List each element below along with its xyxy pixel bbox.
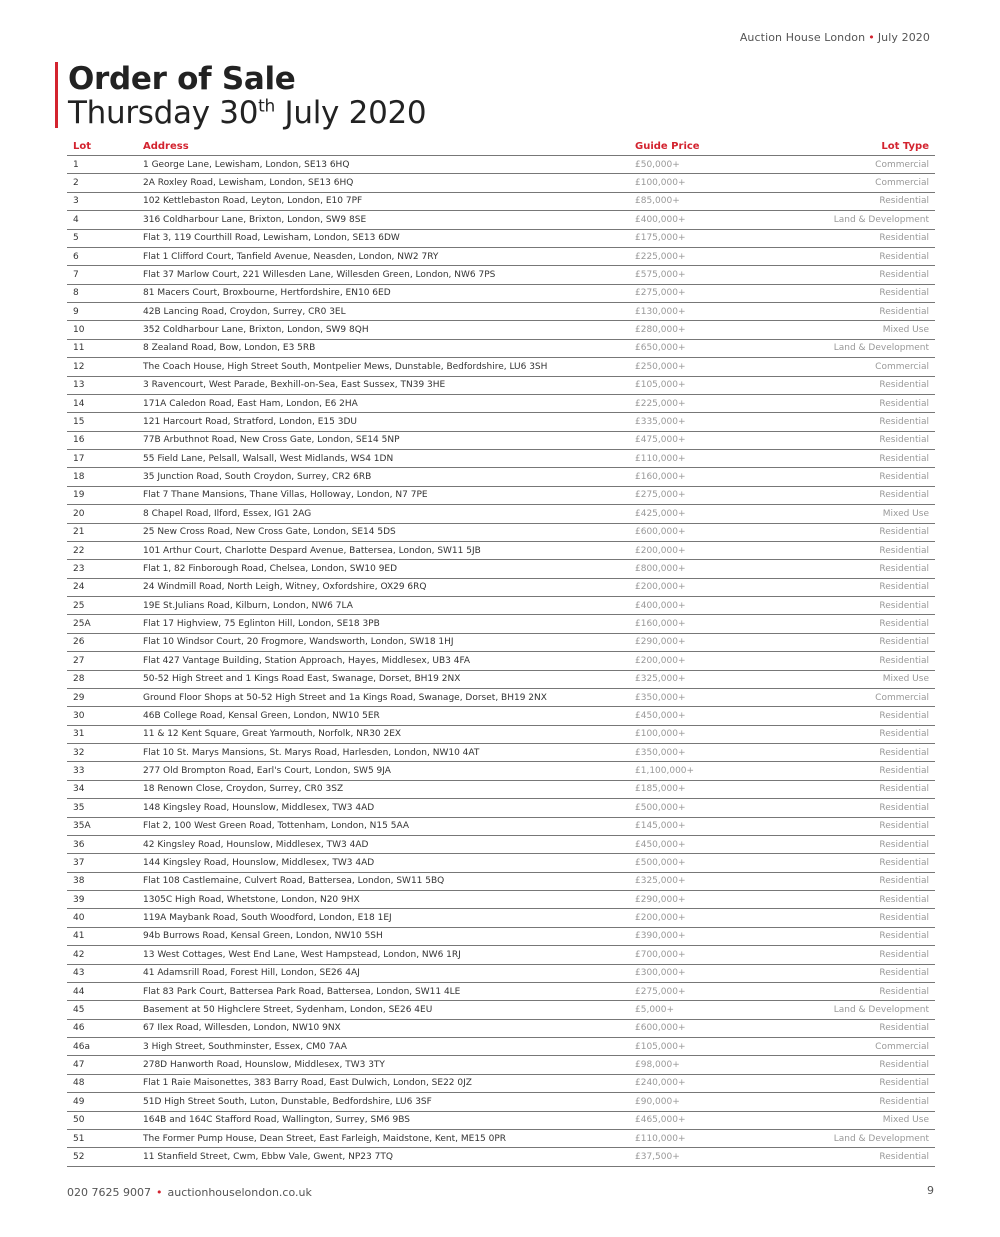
address-cell: 278D Hanworth Road, Hounslow, Middlesex, TW3 3TY	[137, 1056, 629, 1074]
lot-cell: 36	[67, 835, 137, 853]
address-cell: 148 Kingsley Road, Hounslow, Middlesex, TW3 4AD	[137, 799, 629, 817]
table-row	[67, 376, 935, 394]
lot-type-cell: Mixed Use	[753, 670, 935, 688]
guide-price-cell: £85,000+	[629, 192, 753, 210]
guide-price-cell: £105,000+	[629, 376, 753, 394]
address-cell: 164B and 164C Stafford Road, Wallington, Surrey, SM6 9BS	[137, 1111, 629, 1129]
address-cell: Flat 1, 82 Finborough Road, Chelsea, London, SW10 9ED	[137, 560, 629, 578]
lot-cell: 14	[67, 394, 137, 412]
lot-cell: 5	[67, 229, 137, 247]
table-row	[67, 762, 935, 780]
table-row	[67, 688, 935, 706]
guide-price-cell: £90,000+	[629, 1093, 753, 1111]
table-row	[67, 578, 935, 596]
column-header-lot-type: Lot Type	[753, 138, 935, 156]
lot-type-cell: Residential	[753, 486, 935, 504]
guide-price-cell: £335,000+	[629, 413, 753, 431]
table-row	[67, 339, 935, 357]
guide-price-cell: £400,000+	[629, 211, 753, 229]
address-cell: 1305C High Road, Whetstone, London, N20 9HX	[137, 891, 629, 909]
address-cell: Flat 1 Raie Maisonettes, 383 Barry Road, East Dulwich, London, SE22 0JZ	[137, 1074, 629, 1092]
lot-cell: 3	[67, 192, 137, 210]
lot-cell: 12	[67, 358, 137, 376]
footer-phone: 020 7625 9007	[67, 1186, 151, 1199]
address-cell: 101 Arthur Court, Charlotte Despard Avenue, Battersea, London, SW11 5JB	[137, 541, 629, 559]
lot-type-cell: Residential	[753, 431, 935, 449]
footer-website: auctionhouselondon.co.uk	[167, 1186, 312, 1199]
table-row	[67, 358, 935, 376]
table-row	[67, 560, 935, 578]
lot-type-cell: Residential	[753, 229, 935, 247]
guide-price-cell: £240,000+	[629, 1074, 753, 1092]
address-cell: The Former Pump House, Dean Street, East Farleigh, Maidstone, Kent, ME15 0PR	[137, 1129, 629, 1147]
table-row	[67, 1093, 935, 1111]
table-row	[67, 1074, 935, 1092]
title-block	[55, 61, 427, 131]
guide-price-cell: £37,500+	[629, 1148, 753, 1166]
table-row	[67, 174, 935, 192]
lot-type-cell: Residential	[753, 946, 935, 964]
address-cell: 55 Field Lane, Pelsall, Walsall, West Midlands, WS4 1DN	[137, 450, 629, 468]
column-header-guide-price: Guide Price	[629, 138, 753, 156]
lot-cell: 38	[67, 872, 137, 890]
guide-price-cell: £250,000+	[629, 358, 753, 376]
table-row	[67, 321, 935, 339]
table-row	[67, 284, 935, 302]
address-cell: 277 Old Brompton Road, Earl's Court, London, SW5 9JA	[137, 762, 629, 780]
guide-price-cell: £475,000+	[629, 431, 753, 449]
table-row	[67, 450, 935, 468]
lot-cell: 18	[67, 468, 137, 486]
guide-price-cell: £160,000+	[629, 468, 753, 486]
guide-price-cell: £650,000+	[629, 339, 753, 357]
lot-type-cell: Residential	[753, 192, 935, 210]
table-row	[67, 835, 935, 853]
guide-price-cell: £600,000+	[629, 523, 753, 541]
lot-type-cell: Residential	[753, 523, 935, 541]
lot-type-cell: Residential	[753, 1093, 935, 1111]
table-row	[67, 192, 935, 210]
lot-cell: 2	[67, 174, 137, 192]
guide-price-cell: £1,100,000+	[629, 762, 753, 780]
lot-cell: 15	[67, 413, 137, 431]
lot-cell: 13	[67, 376, 137, 394]
guide-price-cell: £200,000+	[629, 578, 753, 596]
lot-cell: 9	[67, 303, 137, 321]
table-row	[67, 413, 935, 431]
table-row	[67, 1129, 935, 1147]
table-row	[67, 597, 935, 615]
lot-type-cell: Residential	[753, 560, 935, 578]
address-cell: 3 Ravencourt, West Parade, Bexhill-on-Sea, East Sussex, TN39 3HE	[137, 376, 629, 394]
guide-price-cell: £800,000+	[629, 560, 753, 578]
address-cell: 42 Kingsley Road, Hounslow, Middlesex, TW3 4AD	[137, 835, 629, 853]
address-cell: 8 Chapel Road, Ilford, Essex, IG1 2AG	[137, 505, 629, 523]
guide-price-cell: £275,000+	[629, 982, 753, 1000]
address-cell: 13 West Cottages, West End Lane, West Hampstead, London, NW6 1RJ	[137, 946, 629, 964]
footer-bullet: •	[155, 1186, 163, 1199]
lot-cell: 40	[67, 909, 137, 927]
lot-cell: 33	[67, 762, 137, 780]
address-cell: 352 Coldharbour Lane, Brixton, London, SW9 8QH	[137, 321, 629, 339]
guide-price-cell: £5,000+	[629, 1001, 753, 1019]
lot-cell: 49	[67, 1093, 137, 1111]
address-cell: Flat 10 Windsor Court, 20 Frogmore, Wandsworth, London, SW18 1HJ	[137, 633, 629, 651]
lot-type-cell: Residential	[753, 633, 935, 651]
guide-price-cell: £100,000+	[629, 725, 753, 743]
lot-type-cell: Commercial	[753, 1038, 935, 1056]
address-cell: 11 & 12 Kent Square, Great Yarmouth, Norfolk, NR30 2EX	[137, 725, 629, 743]
address-cell: 2A Roxley Road, Lewisham, London, SE13 6HQ	[137, 174, 629, 192]
guide-price-cell: £275,000+	[629, 284, 753, 302]
guide-price-cell: £100,000+	[629, 174, 753, 192]
lot-cell: 42	[67, 946, 137, 964]
guide-price-cell: £575,000+	[629, 266, 753, 284]
lot-type-cell: Residential	[753, 1148, 935, 1166]
table-row	[67, 633, 935, 651]
lot-cell: 25	[67, 597, 137, 615]
address-cell: Flat 427 Vantage Building, Station Approach, Hayes, Middlesex, UB3 4FA	[137, 652, 629, 670]
table-row	[67, 872, 935, 890]
lot-cell: 22	[67, 541, 137, 559]
lot-type-cell: Residential	[753, 872, 935, 890]
lot-cell: 46a	[67, 1038, 137, 1056]
address-cell: 18 Renown Close, Croydon, Surrey, CR0 3SZ	[137, 780, 629, 798]
lot-type-cell: Residential	[753, 266, 935, 284]
guide-price-cell: £350,000+	[629, 688, 753, 706]
table-row	[67, 615, 935, 633]
running-header	[740, 31, 930, 44]
subtitle-ordinal: th	[258, 96, 275, 117]
lot-cell: 41	[67, 927, 137, 945]
table-row	[67, 817, 935, 835]
lot-cell: 47	[67, 1056, 137, 1074]
lot-cell: 43	[67, 964, 137, 982]
table-row	[67, 1001, 935, 1019]
lot-cell: 1	[67, 156, 137, 174]
guide-price-cell: £325,000+	[629, 872, 753, 890]
lot-type-cell: Commercial	[753, 174, 935, 192]
lot-cell: 51	[67, 1129, 137, 1147]
lot-cell: 8	[67, 284, 137, 302]
lot-cell: 7	[67, 266, 137, 284]
lot-cell: 30	[67, 707, 137, 725]
guide-price-cell: £225,000+	[629, 394, 753, 412]
lot-type-cell: Residential	[753, 909, 935, 927]
table-row	[67, 229, 935, 247]
table-row	[67, 1056, 935, 1074]
table-row	[67, 1111, 935, 1129]
guide-price-cell: £400,000+	[629, 597, 753, 615]
lot-type-cell: Mixed Use	[753, 505, 935, 523]
lot-type-cell: Land & Development	[753, 211, 935, 229]
address-cell: 25 New Cross Road, New Cross Gate, London, SE14 5DS	[137, 523, 629, 541]
table-row	[67, 1019, 935, 1037]
guide-price-cell: £98,000+	[629, 1056, 753, 1074]
lot-cell: 29	[67, 688, 137, 706]
lot-cell: 16	[67, 431, 137, 449]
guide-price-cell: £290,000+	[629, 891, 753, 909]
lot-type-cell: Residential	[753, 615, 935, 633]
lot-cell: 35A	[67, 817, 137, 835]
table-row	[67, 909, 935, 927]
lot-cell: 50	[67, 1111, 137, 1129]
lot-type-cell: Land & Development	[753, 1129, 935, 1147]
table-row	[67, 964, 935, 982]
column-header-lot: Lot	[67, 138, 137, 156]
guide-price-cell: £105,000+	[629, 1038, 753, 1056]
lot-type-cell: Residential	[753, 597, 935, 615]
guide-price-cell: £425,000+	[629, 505, 753, 523]
table-row	[67, 891, 935, 909]
lot-cell: 19	[67, 486, 137, 504]
lot-cell: 34	[67, 780, 137, 798]
table-row	[67, 468, 935, 486]
guide-price-cell: £160,000+	[629, 615, 753, 633]
table-row	[67, 982, 935, 1000]
lot-cell: 32	[67, 744, 137, 762]
column-header-address: Address	[137, 138, 629, 156]
guide-price-cell: £325,000+	[629, 670, 753, 688]
address-cell: Flat 108 Castlemaine, Culvert Road, Battersea, London, SW11 5BQ	[137, 872, 629, 890]
guide-price-cell: £450,000+	[629, 707, 753, 725]
lot-cell: 46	[67, 1019, 137, 1037]
lot-type-cell: Commercial	[753, 688, 935, 706]
lot-type-cell: Commercial	[753, 358, 935, 376]
table-row	[67, 266, 935, 284]
lot-cell: 6	[67, 247, 137, 265]
address-cell: The Coach House, High Street South, Montpelier Mews, Dunstable, Bedfordshire, LU6 3SH	[137, 358, 629, 376]
address-cell: Flat 83 Park Court, Battersea Park Road, Battersea, London, SW11 4LE	[137, 982, 629, 1000]
lot-type-cell: Residential	[753, 284, 935, 302]
lot-type-cell: Commercial	[753, 156, 935, 174]
table-row	[67, 670, 935, 688]
lot-cell: 44	[67, 982, 137, 1000]
guide-price-cell: £130,000+	[629, 303, 753, 321]
address-cell: 50-52 High Street and 1 Kings Road East, Swanage, Dorset, BH19 2NX	[137, 670, 629, 688]
lot-type-cell: Mixed Use	[753, 321, 935, 339]
lot-type-cell: Residential	[753, 891, 935, 909]
lot-cell: 24	[67, 578, 137, 596]
table-row	[67, 1148, 935, 1166]
lot-type-cell: Residential	[753, 744, 935, 762]
table-row	[67, 156, 935, 174]
lot-type-cell: Residential	[753, 376, 935, 394]
guide-price-cell: £500,000+	[629, 799, 753, 817]
lot-cell: 31	[67, 725, 137, 743]
address-cell: Basement at 50 Highclere Street, Sydenham, London, SE26 4EU	[137, 1001, 629, 1019]
guide-price-cell: £185,000+	[629, 780, 753, 798]
address-cell: 144 Kingsley Road, Hounslow, Middlesex, TW3 4AD	[137, 854, 629, 872]
address-cell: 316 Coldharbour Lane, Brixton, London, SW9 8SE	[137, 211, 629, 229]
table-row	[67, 541, 935, 559]
subtitle-suffix: July 2020	[275, 95, 427, 131]
lot-type-cell: Residential	[753, 927, 935, 945]
lot-cell: 21	[67, 523, 137, 541]
guide-price-cell: £350,000+	[629, 744, 753, 762]
lot-cell: 20	[67, 505, 137, 523]
table-row	[67, 744, 935, 762]
lot-type-cell: Land & Development	[753, 339, 935, 357]
lot-type-cell: Residential	[753, 1074, 935, 1092]
lot-type-cell: Residential	[753, 652, 935, 670]
address-cell: 51D High Street South, Luton, Dunstable, Bedfordshire, LU6 3SF	[137, 1093, 629, 1111]
table-row	[67, 431, 935, 449]
address-cell: 121 Harcourt Road, Stratford, London, E15 3DU	[137, 413, 629, 431]
lot-cell: 10	[67, 321, 137, 339]
address-cell: 19E St.Julians Road, Kilburn, London, NW6 7LA	[137, 597, 629, 615]
lot-cell: 37	[67, 854, 137, 872]
lot-cell: 28	[67, 670, 137, 688]
guide-price-cell: £200,000+	[629, 541, 753, 559]
table-row	[67, 707, 935, 725]
lot-type-cell: Residential	[753, 762, 935, 780]
address-cell: Flat 2, 100 West Green Road, Tottenham, London, N15 5AA	[137, 817, 629, 835]
address-cell: 42B Lancing Road, Croydon, Surrey, CR0 3EL	[137, 303, 629, 321]
address-cell: Flat 7 Thane Mansions, Thane Villas, Holloway, London, N7 7PE	[137, 486, 629, 504]
guide-price-cell: £300,000+	[629, 964, 753, 982]
guide-price-cell: £175,000+	[629, 229, 753, 247]
header-bullet: •	[868, 31, 875, 44]
lot-cell: 11	[67, 339, 137, 357]
lot-type-cell: Residential	[753, 303, 935, 321]
address-cell: 171A Caledon Road, East Ham, London, E6 2HA	[137, 394, 629, 412]
guide-price-cell: £700,000+	[629, 946, 753, 964]
table-row	[67, 247, 935, 265]
address-cell: 3 High Street, Southminster, Essex, CM0 7AA	[137, 1038, 629, 1056]
lot-type-cell: Residential	[753, 835, 935, 853]
guide-price-cell: £200,000+	[629, 652, 753, 670]
address-cell: 24 Windmill Road, North Leigh, Witney, Oxfordshire, OX29 6RQ	[137, 578, 629, 596]
lot-cell: 27	[67, 652, 137, 670]
guide-price-cell: £390,000+	[629, 927, 753, 945]
lot-cell: 4	[67, 211, 137, 229]
page-number: 9	[927, 1184, 934, 1197]
lot-type-cell: Residential	[753, 450, 935, 468]
address-cell: 119A Maybank Road, South Woodford, London, E18 1EJ	[137, 909, 629, 927]
table-row	[67, 1038, 935, 1056]
table-row	[67, 211, 935, 229]
lot-type-cell: Residential	[753, 1056, 935, 1074]
page-subtitle	[68, 96, 426, 130]
address-cell: 77B Arbuthnot Road, New Cross Gate, London, SE14 5NP	[137, 431, 629, 449]
lot-type-cell: Residential	[753, 394, 935, 412]
table-row	[67, 854, 935, 872]
guide-price-cell: £450,000+	[629, 835, 753, 853]
lot-cell: 35	[67, 799, 137, 817]
table-row	[67, 946, 935, 964]
address-cell: Ground Floor Shops at 50-52 High Street and 1a Kings Road, Swanage, Dorset, BH19 2NX	[137, 688, 629, 706]
lot-type-cell: Residential	[753, 817, 935, 835]
lot-type-cell: Residential	[753, 725, 935, 743]
lot-type-cell: Mixed Use	[753, 1111, 935, 1129]
lot-type-cell: Residential	[753, 854, 935, 872]
header-brand: Auction House London	[739, 31, 866, 44]
guide-price-cell: £290,000+	[629, 633, 753, 651]
address-cell: 41 Adamsrill Road, Forest Hill, London, SE26 4AJ	[137, 964, 629, 982]
lot-type-cell: Residential	[753, 799, 935, 817]
table-row	[67, 505, 935, 523]
lot-type-cell: Residential	[753, 247, 935, 265]
lot-type-cell: Residential	[753, 541, 935, 559]
order-of-sale-table	[67, 138, 935, 1167]
lot-type-cell: Residential	[753, 1019, 935, 1037]
footer-contact	[67, 1186, 312, 1199]
address-cell: 102 Kettlebaston Road, Leyton, London, E10 7PF	[137, 192, 629, 210]
table-header-row	[67, 138, 935, 156]
lot-cell: 48	[67, 1074, 137, 1092]
guide-price-cell: £145,000+	[629, 817, 753, 835]
lot-cell: 39	[67, 891, 137, 909]
guide-price-cell: £500,000+	[629, 854, 753, 872]
table-row	[67, 394, 935, 412]
lot-type-cell: Residential	[753, 468, 935, 486]
guide-price-cell: £600,000+	[629, 1019, 753, 1037]
table-row	[67, 523, 935, 541]
table-body	[67, 156, 935, 1167]
table-row	[67, 486, 935, 504]
lot-cell: 17	[67, 450, 137, 468]
lot-cell: 26	[67, 633, 137, 651]
lot-cell: 23	[67, 560, 137, 578]
lot-type-cell: Residential	[753, 780, 935, 798]
guide-price-cell: £200,000+	[629, 909, 753, 927]
lot-cell: 45	[67, 1001, 137, 1019]
address-cell: 11 Stanfield Street, Cwm, Ebbw Vale, Gwent, NP23 7TQ	[137, 1148, 629, 1166]
table-row	[67, 780, 935, 798]
page-title: Order of Sale	[68, 61, 296, 97]
guide-price-cell: £50,000+	[629, 156, 753, 174]
guide-price-cell: £110,000+	[629, 450, 753, 468]
address-cell: Flat 3, 119 Courthill Road, Lewisham, London, SE13 6DW	[137, 229, 629, 247]
lot-type-cell: Residential	[753, 964, 935, 982]
lot-type-cell: Residential	[753, 982, 935, 1000]
table-row	[67, 303, 935, 321]
address-cell: 46B College Road, Kensal Green, London, NW10 5ER	[137, 707, 629, 725]
header-date: July 2020	[877, 31, 930, 44]
guide-price-cell: £280,000+	[629, 321, 753, 339]
address-cell: 35 Junction Road, South Croydon, Surrey, CR2 6RB	[137, 468, 629, 486]
lot-cell: 25A	[67, 615, 137, 633]
guide-price-cell: £225,000+	[629, 247, 753, 265]
table-row	[67, 799, 935, 817]
address-cell: Flat 17 Highview, 75 Eglinton Hill, London, SE18 3PB	[137, 615, 629, 633]
table-row	[67, 927, 935, 945]
lot-type-cell: Residential	[753, 578, 935, 596]
table-row	[67, 652, 935, 670]
lot-type-cell: Residential	[753, 707, 935, 725]
guide-price-cell: £110,000+	[629, 1129, 753, 1147]
address-cell: Flat 37 Marlow Court, 221 Willesden Lane, Willesden Green, London, NW6 7PS	[137, 266, 629, 284]
lot-type-cell: Land & Development	[753, 1001, 935, 1019]
lot-cell: 52	[67, 1148, 137, 1166]
subtitle-prefix: Thursday 30	[68, 95, 259, 131]
table-row	[67, 725, 935, 743]
guide-price-cell: £465,000+	[629, 1111, 753, 1129]
address-cell: 8 Zealand Road, Bow, London, E3 5RB	[137, 339, 629, 357]
guide-price-cell: £275,000+	[629, 486, 753, 504]
address-cell: 1 George Lane, Lewisham, London, SE13 6HQ	[137, 156, 629, 174]
lot-type-cell: Residential	[753, 413, 935, 431]
address-cell: Flat 1 Clifford Court, Tanfield Avenue, Neasden, London, NW2 7RY	[137, 247, 629, 265]
address-cell: 81 Macers Court, Broxbourne, Hertfordshire, EN10 6ED	[137, 284, 629, 302]
address-cell: 67 Ilex Road, Willesden, London, NW10 9NX	[137, 1019, 629, 1037]
address-cell: Flat 10 St. Marys Mansions, St. Marys Road, Harlesden, London, NW10 4AT	[137, 744, 629, 762]
address-cell: 94b Burrows Road, Kensal Green, London, NW10 5SH	[137, 927, 629, 945]
